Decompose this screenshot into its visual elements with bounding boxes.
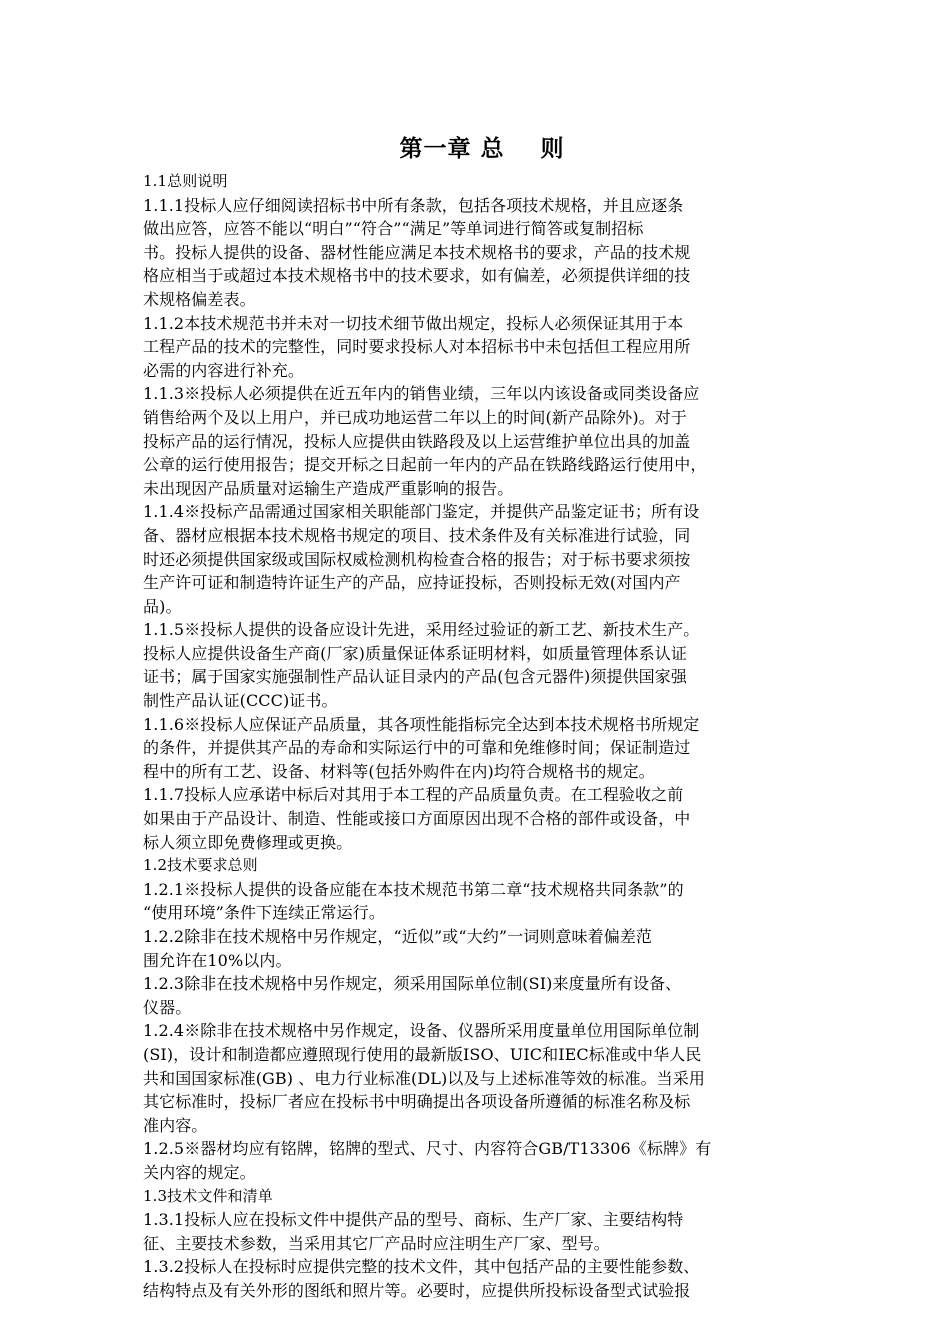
paragraph-line: 结构特点及有关外形的图纸和照片等。必要时，应提供所投标设备型式试验报 (143, 1280, 691, 1300)
chapter-title: 第一章 总 则 (399, 135, 565, 162)
paragraph-line: 工程产品的技术的完整性，同时要求投标人对本招标书中未包括但工程应用所 (143, 337, 691, 357)
paragraph-line: 征、主要技术参数，当采用其它厂产品时应注明生产厂家、型号。 (143, 1233, 610, 1253)
paragraph-line: 术规格偏差表。 (143, 289, 256, 309)
paragraph-line: 1.1.6※投标人应保证产品质量，其各项性能指标完全达到本技术规格书所规定 (143, 714, 700, 734)
paragraph-line: 公章的运行使用报告；提交开标之日起前一年内的产品在铁路线路运行使用中， (143, 455, 707, 475)
paragraph-line: 程中的所有工艺、设备、材料等(包括外购件在内)均符合规格书的规定。 (143, 761, 655, 781)
paragraph-line: 1.2.2除非在技术规格中另作规定，“近似”或“大约”一词则意味着偏差范 (143, 927, 653, 946)
paragraph-line: 1.1.2本技术规范书并未对一切技术细节做出规定，投标人必须保证其用于本 (143, 313, 684, 333)
paragraph-line: 投标人应提供设备生产商(厂家)质量保证体系证明材料，如质量管理体系认证 (143, 643, 687, 663)
paragraph-line: 书。投标人提供的设备、器材性能应满足本技术规格书的要求，产品的技术规 (143, 242, 691, 262)
paragraph-line: 1.3.1投标人应在投标文件中提供产品的型号、商标、生产厂家、主要结构特 (143, 1210, 684, 1230)
paragraph-line: 1.3.2投标人在投标时应提供完整的技术文件，其中包括产品的主要性能参数、 (143, 1257, 700, 1277)
paragraph-line: 1.1.7投标人应承诺中标后对其用于本工程的产品质量负责。在工程验收之前 (143, 785, 684, 805)
paragraph-line: 1.1.5※投标人提供的设备应设计先进，采用经过验证的新工艺、新技术生产。 (143, 620, 700, 640)
paragraph-line: 标人须立即免费修理或更换。 (143, 832, 353, 852)
paragraph-line: 1.2.4※除非在技术规格中另作规定，设备、仪器所采用度量单位用国际单位制 (143, 1021, 700, 1041)
paragraph-line: 格应相当于或超过本技术规格书中的技术要求，如有偏差，必须提供详细的技 (143, 266, 691, 286)
paragraph-line: 如果由于产品设计、制造、性能或接口方面原因出现不合格的部件或设备，中 (143, 809, 691, 829)
section-heading: 1.3技术文件和清单 (143, 1186, 273, 1205)
paragraph-line: (SI)，设计和制造都应遵照现行使用的最新版ISO、UIC和IEC标准或中华人民 (143, 1044, 702, 1064)
document-page (143, 128, 815, 1303)
paragraph-line: 仪器。 (143, 997, 192, 1017)
paragraph-line: 准内容。 (143, 1115, 208, 1135)
paragraph-line: 1.2.1※投标人提供的设备应能在本技术规范书第二章“技术规格共同条款”的 (143, 879, 684, 899)
paragraph-line: 投标产品的运行情况，投标人应提供由铁路段及以上运营维护单位出具的加盖 (143, 431, 691, 451)
paragraph-line: 必需的内容进行补充。 (143, 360, 305, 380)
paragraph-line: 生产许可证和制造特许证生产的产品，应持证投标，否则投标无效(对国内产 (143, 573, 681, 593)
paragraph-line: 1.1.4※投标产品需通过国家相关职能部门鉴定，并提供产品鉴定证书；所有设 (143, 502, 700, 522)
document-body (143, 170, 815, 1303)
paragraph-line: 销售给两个及以上用户，并已成功地运营二年以上的时间(新产品除外)。对于 (143, 407, 687, 427)
paragraph-line: 的条件，并提供其产品的寿命和实际运行中的可靠和免维修时间；保证制造过 (143, 738, 691, 758)
paragraph-line: 制性产品认证(CCC)证书。 (143, 691, 338, 711)
paragraph-line: 1.2.3除非在技术规格中另作规定，须采用国际单位制(SI)来度量所有设备、 (143, 974, 682, 994)
paragraph-line: 证书；属于国家实施强制性产品认证目录内的产品(包含元器件)须提供国家强 (143, 667, 687, 687)
paragraph-line: 其它标准时，投标厂者应在投标书中明确提出各项设备所遵循的标准名称及标 (143, 1092, 691, 1112)
paragraph-line: 1.1.3※投标人必须提供在近五年内的销售业绩，三年以内该设备或同类设备应 (143, 384, 700, 404)
section-heading: 1.2技术要求总则 (143, 856, 258, 875)
paragraph-line: 未出现因产品质量对运输生产造成严重影响的报告。 (143, 478, 514, 498)
paragraph-line: 1.1.1投标人应仔细阅读招标书中所有条款，包括各项技术规格，并且应逐条 (143, 195, 684, 215)
paragraph-line: 时还必须提供国家级或国际权威检测机构检查合格的报告；对于标书要求须按 (143, 549, 691, 569)
paragraph-line: 共和国国家标准(GB) 、电力行业标准(DL)以及与上述标准等效的标准。当采用 (143, 1068, 705, 1088)
paragraph-line: 1.2.5※器材均应有铭牌，铭牌的型式、尺寸、内容符合GB/T13306《标牌》有 (143, 1139, 712, 1159)
paragraph-line: 备、器材应根据本技术规格书规定的项目、技术条件及有关标准进行试验，同 (143, 525, 691, 545)
paragraph-line: 品)。 (143, 596, 182, 616)
paragraph-line: “使用环境”条件下连续正常运行。 (143, 903, 385, 923)
paragraph-line: 做出应答，应答不能以“明白”“符合”“满足”等单词进行简答或复制招标 (143, 219, 644, 239)
section-heading: 1.1总则说明 (143, 172, 228, 190)
paragraph-line: 围允许在10%以内。 (143, 950, 292, 970)
paragraph-line: 关内容的规定。 (143, 1162, 256, 1182)
